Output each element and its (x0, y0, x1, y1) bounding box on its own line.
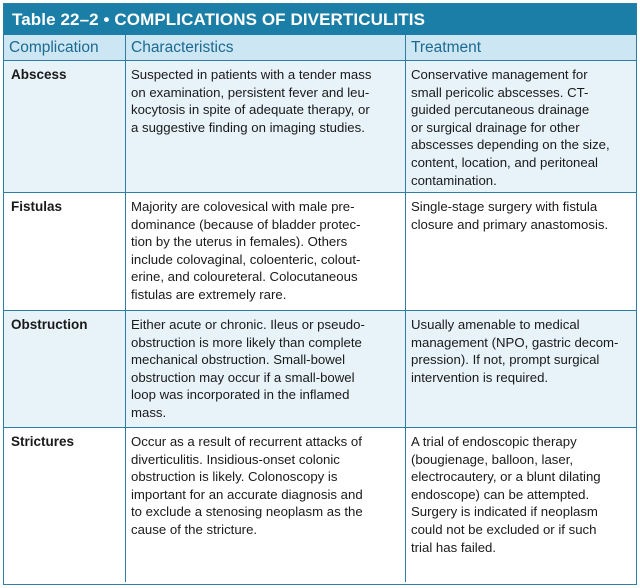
text-line: to exclude a stenosing neoplasm as the (131, 504, 363, 520)
text-line: intervention is required. (411, 369, 549, 385)
text-line: contamination. (411, 172, 497, 188)
complications-table (3, 3, 637, 585)
text-line: Single-stage surgery with fistula (411, 199, 598, 214)
complication-cell: Strictures (11, 434, 75, 449)
text-line: management (NPO, gastric decom- (411, 334, 619, 350)
table-row-fistulas (4, 193, 636, 311)
treatment-cell (405, 193, 636, 310)
text-line: obstruction is more likely than complete (131, 334, 362, 350)
table-row-obstruction (4, 311, 636, 428)
text-line: erine, and coloureteral. Colocutaneous (131, 269, 358, 285)
text-line: tion by the uterus in females). Others (131, 234, 348, 250)
text-line: Surgery is indicated if neoplasm (411, 504, 598, 520)
text-line: pression). If not, prompt surgical (411, 352, 600, 368)
text-line: dominance (because of bladder protec- (131, 216, 361, 232)
text-line: diverticulitis. Insidious-onset colonic (131, 451, 340, 467)
text-line: kocytosis in spite of adequate therapy, or (131, 102, 370, 118)
text-line: guided percutaneous drainage (411, 102, 590, 118)
text-line: fistulas are extremely rare. (131, 286, 287, 302)
text-line: Conservative management for (411, 67, 588, 82)
complication-cell: Fistulas (11, 199, 63, 214)
text-line: obstruction may occur if a small-bowel (131, 369, 355, 385)
text-line: closure and primary anastomosis. (411, 216, 609, 232)
text-line: content, location, and peritoneal (411, 154, 598, 170)
table-row-strictures (4, 428, 636, 582)
text-line: Occur as a result of recurrent attacks of (131, 434, 362, 449)
characteristics-cell (125, 61, 405, 192)
text-line: mechanical obstruction. Small-bowel (131, 352, 346, 368)
treatment-cell (405, 311, 636, 427)
characteristics-cell (125, 311, 405, 427)
complication-cell: Abscess (11, 67, 67, 82)
treatment-cell (405, 61, 636, 192)
text-line: Usually amenable to medical (411, 317, 580, 332)
text-line: cause of the stricture. (131, 521, 258, 537)
text-line: mass. (131, 404, 167, 420)
header-characteristics: Characteristics (125, 35, 405, 60)
text-line: on examination, persistent fever and leu- (131, 84, 370, 100)
text-line: small pericolic abscesses. CT- (411, 84, 589, 100)
text-line: Majority are colovesical with male pre- (131, 199, 355, 214)
header-complication: Complication (9, 39, 99, 56)
text-line: or surgical drainage for other (411, 119, 580, 135)
complication-cell: Obstruction (11, 317, 88, 332)
text-line: could not be excluded or if such (411, 521, 597, 537)
table-row-abscess (4, 61, 636, 193)
header-treatment: Treatment (405, 35, 636, 60)
characteristics-cell (125, 428, 405, 582)
text-line: electrocautery, or a blunt dilating (411, 469, 601, 485)
text-line: obstruction is likely. Colonoscopy is (131, 469, 338, 485)
treatment-cell (405, 428, 636, 582)
text-line: Either acute or chronic. Ileus or pseudo- (131, 317, 365, 332)
table-header-row (4, 35, 636, 61)
table-title: Table 22–2 • COMPLICATIONS OF DIVERTICULITIS (4, 4, 636, 35)
text-line: loop was incorporated in the inflamed (131, 387, 350, 403)
text-line: trial has failed. (411, 539, 497, 555)
text-line: include colovaginal, coloenteric, colout- (131, 251, 361, 267)
text-line: Suspected in patients with a tender mass (131, 67, 372, 82)
text-line: (bougienage, balloon, laser, (411, 451, 574, 467)
text-line: endoscope) can be attempted. (411, 486, 590, 502)
text-line: important for an accurate diagnosis and (131, 486, 363, 502)
text-line: abscesses depending on the size, (411, 137, 610, 153)
text-line: A trial of endoscopic therapy (411, 434, 577, 449)
characteristics-cell (125, 193, 405, 310)
text-line: a suggestive finding on imaging studies. (131, 119, 365, 135)
